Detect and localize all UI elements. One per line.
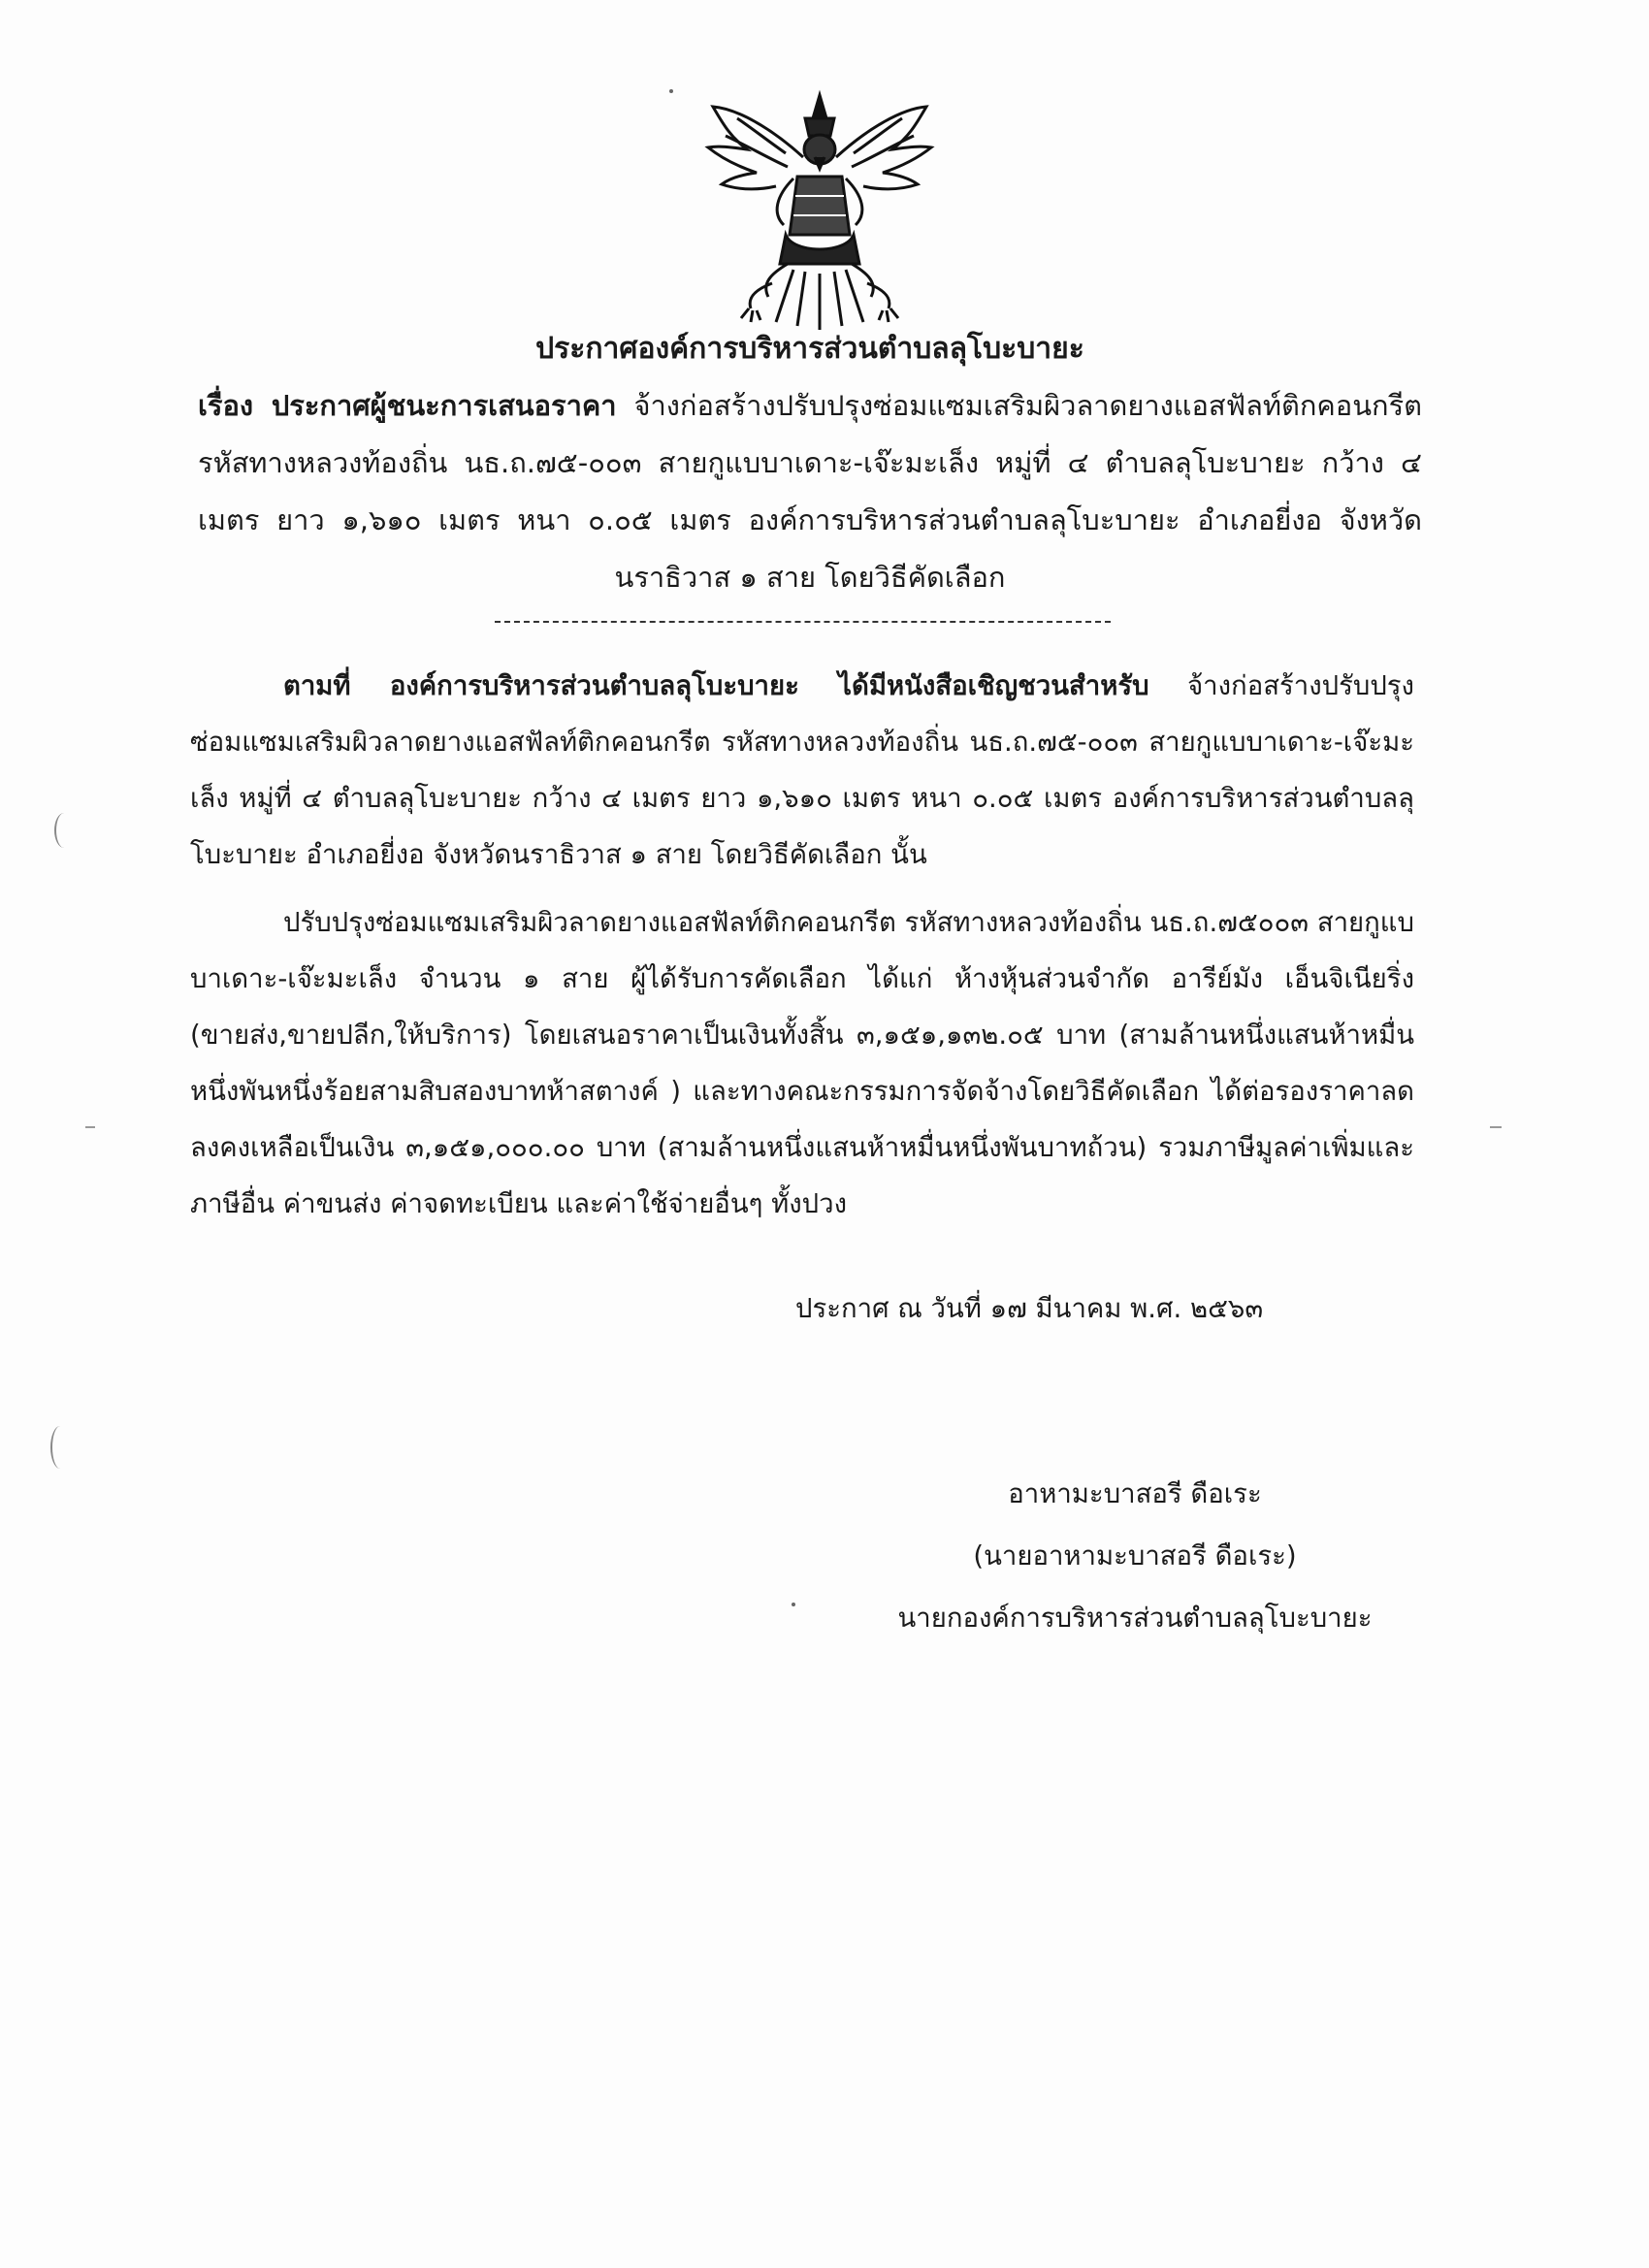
scan-mark [1490,1126,1502,1128]
signature-name: อาหามะบาสอรี ดือเระ [1008,1478,1262,1509]
scan-mark [85,1126,95,1128]
subject [184,377,1436,606]
signature-full-name: (นายอาหามะบาสอรี ดือเระ) [973,1540,1297,1571]
paragraph-2: ปรับปรุงซ่อมแซมเสริมผิวลาดยางแอสฟัลท์ติกคอนกรีต รหัสทางหลวงท้องถิ่น นธ.ถ.๗๕๐๐๓ สายกูแบบาเดาะ-เจ๊ะมะเล็ง จำนวน ๑ สาย ผู้ได้รับการคัดเลือก ได้แก่ ห้างหุ้นส่วนจำกัด อารีย์มัง เอ็นจิเนียริ่ง (ขายส่ง,ขายปลีก,ให้บริการ) โดยเสนอราคาเป็นเงินทั้งสิ้น ๓,๑๕๑,๑๓๒.๐๕ บาท (สามล้านหนึ่งแสนห้าหมื่นหนึ่งพันหนึ่งร้อยสามสิบสองบาทห้าสตางค์ ) และทางคณะกรรมการจัดจ้างโดยวิธีคัดเลือก ได้ต่อรองราคาลดลงคงเหลือเป็นเงิน ๓,๑๕๑,๐๐๐.๐๐ บาท (สามล้านหนึ่งแสนห้าหมื่นหนึ่งพันบาทถ้วน) รวมภาษีมูลค่าเพิ่มและภาษีอื่น ค่าขนส่ง ค่าจดทะเบียน และค่าใช้จ่ายอื่นๆ ทั้งปวง [190,907,1414,1219]
paragraph-1-lead: ตามที่ องค์การบริหารส่วนตำบลลุโบะบายะ ได้มีหนังสือเชิญชวนสำหรับ [283,670,1149,701]
scan-dot [669,89,673,93]
document-body [190,658,1414,1244]
paragraph-1-text: จ้างก่อสร้างปรับปรุงซ่อมแซมเสริมผิวลาดยางแอสฟัลท์ติกคอนกรีต รหัสทางหลวงท้องถิ่น นธ.ถ.๗๕-๐๐๓ สายกูแบบาเดาะ-เจ๊ะมะเล็ง หมู่ที่ ๔ ตำบลลุโบะบายะ กว้าง ๔ เมตร ยาว ๑,๖๑๐ เมตร หนา ๐.๐๕ เมตร องค์การบริหารส่วนตำบลลุโบะบายะ อำเภอยี่งอ จังหวัดนราธิวาส ๑ สาย โดยวิธีคัดเลือก นั้น [190,670,1414,870]
signature-position: นายกองค์การบริหารส่วนตำบลลุโบะบายะ [897,1603,1373,1634]
paragraph-1 [190,658,1414,883]
dashed-separator [495,621,1111,623]
announcement-date: ประกาศ ณ วันที่ ๑๗ มีนาคม พ.ศ. ๒๕๖๓ [795,1293,1264,1324]
subject-label: เรื่อง ประกาศผู้ชนะการเสนอราคา [198,389,617,422]
punch-hole-mark [54,813,74,848]
issuer-title: ประกาศองค์การบริหารส่วนตำบลลุโบะบายะ [535,332,1084,366]
document-header [184,320,1436,606]
garuda-emblem-icon [679,89,960,332]
signature-block [834,1463,1436,1649]
punch-hole-mark [50,1426,70,1469]
subject-text: จ้างก่อสร้างปรับปรุงซ่อมแซมเสริมผิวลาดยางแอสฟัลท์ติกคอนกรีต รหัสทางหลวงท้องถิ่น นธ.ถ.๗๕-๐๐๓ สายกูแบบาเดาะ-เจ๊ะมะเล็ง หมู่ที่ ๔ ตำบลลุโบะบายะ กว้าง ๔ เมตร ยาว ๑,๖๑๐ เมตร หนา ๐.๐๕ เมตร องค์การบริหารส่วนตำบลลุโบะบายะ อำเภอยี่งอ จังหวัดนราธิวาส ๑ สาย โดยวิธีคัดเลือก [198,389,1422,594]
scan-dot [792,1603,795,1606]
